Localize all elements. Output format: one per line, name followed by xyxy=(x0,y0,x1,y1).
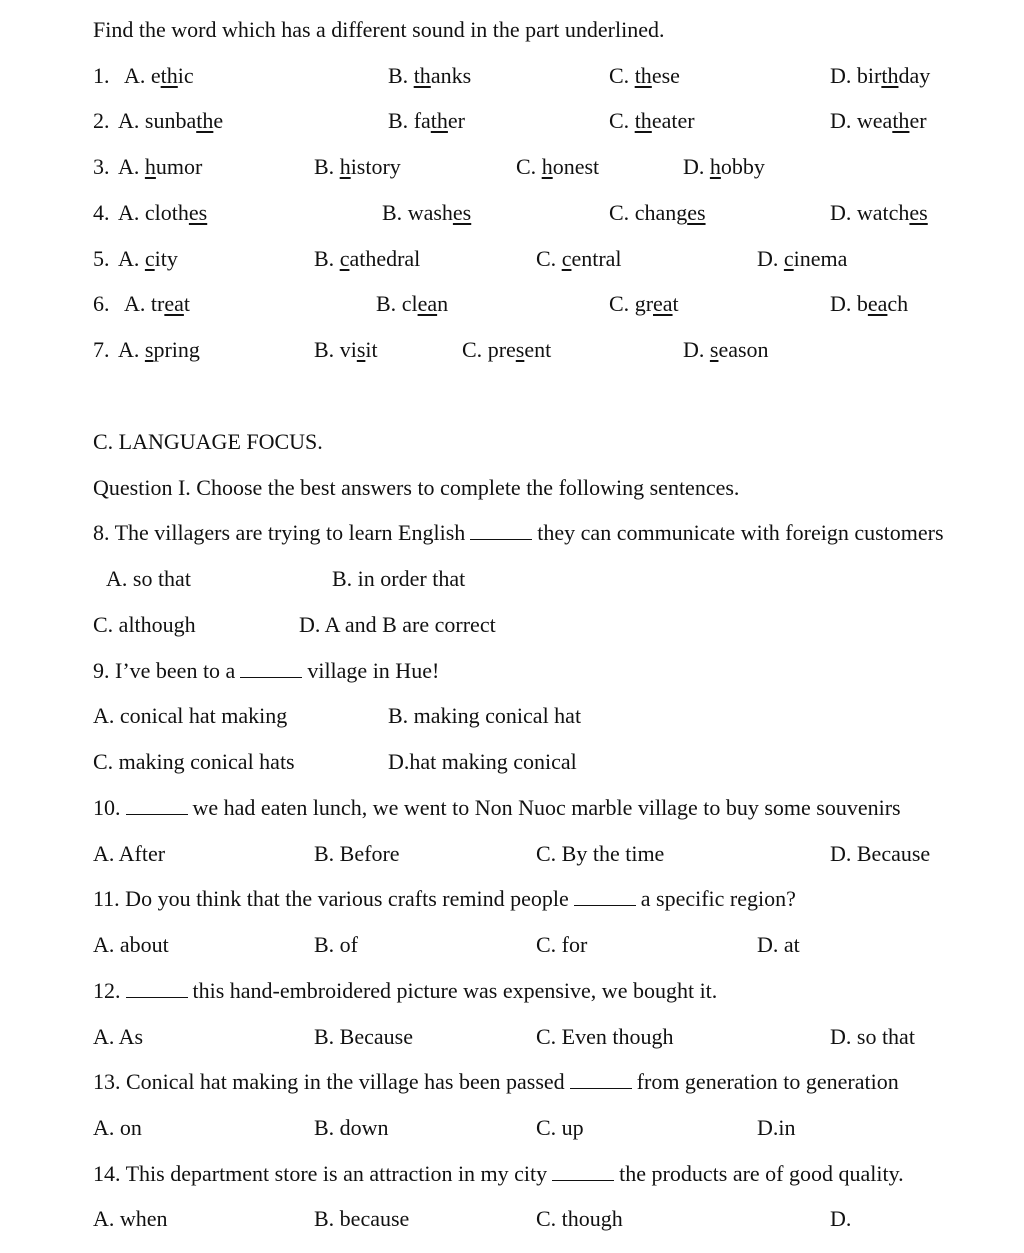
option-b[interactable]: B. making conical hat xyxy=(388,703,582,728)
option-b[interactable]: B. clean xyxy=(376,291,449,316)
question-11: 11. Do you think that the various crafts remind people a specific region? xyxy=(93,886,796,911)
question-12: 12. this hand-embroidered picture was expensive, we bought it. xyxy=(93,978,718,1003)
option-c[interactable]: C. making conical hats xyxy=(93,749,295,774)
option-a[interactable]: A. city xyxy=(118,246,178,271)
option-a[interactable]: A. After xyxy=(93,841,166,866)
option-d[interactable]: D. season xyxy=(683,337,769,362)
option-d[interactable]: D. cinema xyxy=(757,246,848,271)
option-b[interactable]: B. washes xyxy=(382,200,472,225)
option-c[interactable]: C. central xyxy=(536,246,622,271)
option-b[interactable]: B. cathedral xyxy=(314,246,421,271)
option-a[interactable]: A. sunbathe xyxy=(118,108,224,133)
option-a[interactable]: A. humor xyxy=(118,154,203,179)
option-c[interactable]: C. changes xyxy=(609,200,706,225)
option-d[interactable]: D. birthday xyxy=(830,63,931,88)
option-a[interactable]: A. As xyxy=(93,1024,144,1049)
option-b[interactable]: B. down xyxy=(314,1115,389,1140)
answer-blank[interactable] xyxy=(470,521,532,540)
question-13: 13. Conical hat making in the village has been passed from generation to generation xyxy=(93,1069,899,1094)
option-d[interactable]: D. beach xyxy=(830,291,909,316)
question-number: 4. xyxy=(93,200,110,225)
option-c[interactable]: C. By the time xyxy=(536,841,665,866)
option-b[interactable]: B. of xyxy=(314,932,358,957)
section-heading: C. LANGUAGE FOCUS. xyxy=(93,429,323,454)
answer-blank[interactable] xyxy=(126,796,188,815)
option-a[interactable]: A. when xyxy=(93,1206,168,1231)
option-d[interactable]: D.in xyxy=(757,1115,796,1140)
option-c[interactable]: C. theater xyxy=(609,108,695,133)
question-10: 10. we had eaten lunch, we went to Non Nuoc marble village to buy some souvenirs xyxy=(93,795,901,820)
option-a[interactable]: A. clothes xyxy=(118,200,208,225)
option-b[interactable]: B. Before xyxy=(314,841,400,866)
option-c[interactable]: C. honest xyxy=(516,154,600,179)
option-c[interactable]: C. for xyxy=(536,932,588,957)
question-14: 14. This department store is an attraction in my city the products are of good quality. xyxy=(93,1161,904,1186)
option-c[interactable]: C. present xyxy=(462,337,552,362)
option-d[interactable]: D. weather xyxy=(830,108,927,133)
question-heading: Question I. Choose the best answers to complete the following sentences. xyxy=(93,475,740,500)
option-c[interactable]: C. great xyxy=(609,291,679,316)
option-a[interactable]: A. so that xyxy=(106,566,191,591)
option-b[interactable]: B. visit xyxy=(314,337,378,362)
question-number: 7. xyxy=(93,337,110,362)
option-d[interactable]: D. so that xyxy=(830,1024,915,1049)
answer-blank[interactable] xyxy=(574,887,636,906)
option-d[interactable]: D. xyxy=(830,1206,852,1231)
answer-blank[interactable] xyxy=(570,1070,632,1089)
option-d[interactable]: D. at xyxy=(757,932,800,957)
option-b[interactable]: B. Because xyxy=(314,1024,413,1049)
question-number: 3. xyxy=(93,154,110,179)
answer-blank[interactable] xyxy=(240,659,302,678)
option-d[interactable]: D. Because xyxy=(830,841,931,866)
answer-blank[interactable] xyxy=(126,979,188,998)
question-8: 8. The villagers are trying to learn English they can communicate with foreign customers xyxy=(93,520,944,545)
instructions: Find the word which has a different sound in the part underlined. xyxy=(93,17,665,42)
question-number: 6. xyxy=(93,291,110,316)
option-c[interactable]: C. these xyxy=(609,63,680,88)
option-a[interactable]: A. ethic xyxy=(124,63,194,88)
option-d[interactable]: D. watches xyxy=(830,200,928,225)
option-a[interactable]: A. spring xyxy=(118,337,200,362)
option-c[interactable]: C. though xyxy=(536,1206,623,1231)
option-c[interactable]: C. Even though xyxy=(536,1024,674,1049)
question-number: 1. xyxy=(93,63,110,88)
option-b[interactable]: B. father xyxy=(388,108,465,133)
option-c[interactable]: C. although xyxy=(93,612,196,637)
option-a[interactable]: A. treat xyxy=(124,291,190,316)
option-a[interactable]: A. conical hat making xyxy=(93,703,288,728)
answer-blank[interactable] xyxy=(552,1162,614,1181)
option-b[interactable]: B. in order that xyxy=(332,566,466,591)
option-b[interactable]: B. thanks xyxy=(388,63,472,88)
option-c[interactable]: C. up xyxy=(536,1115,584,1140)
option-b[interactable]: B. because xyxy=(314,1206,410,1231)
option-d[interactable]: D. hobby xyxy=(683,154,765,179)
option-d[interactable]: D. A and B are correct xyxy=(299,612,496,637)
question-number: 2. xyxy=(93,108,110,133)
option-b[interactable]: B. history xyxy=(314,154,401,179)
option-a[interactable]: A. on xyxy=(93,1115,142,1140)
question-9: 9. I’ve been to a village in Hue! xyxy=(93,658,440,683)
option-a[interactable]: A. about xyxy=(93,932,169,957)
question-number: 5. xyxy=(93,246,110,271)
option-d[interactable]: D.hat making conical xyxy=(388,749,577,774)
